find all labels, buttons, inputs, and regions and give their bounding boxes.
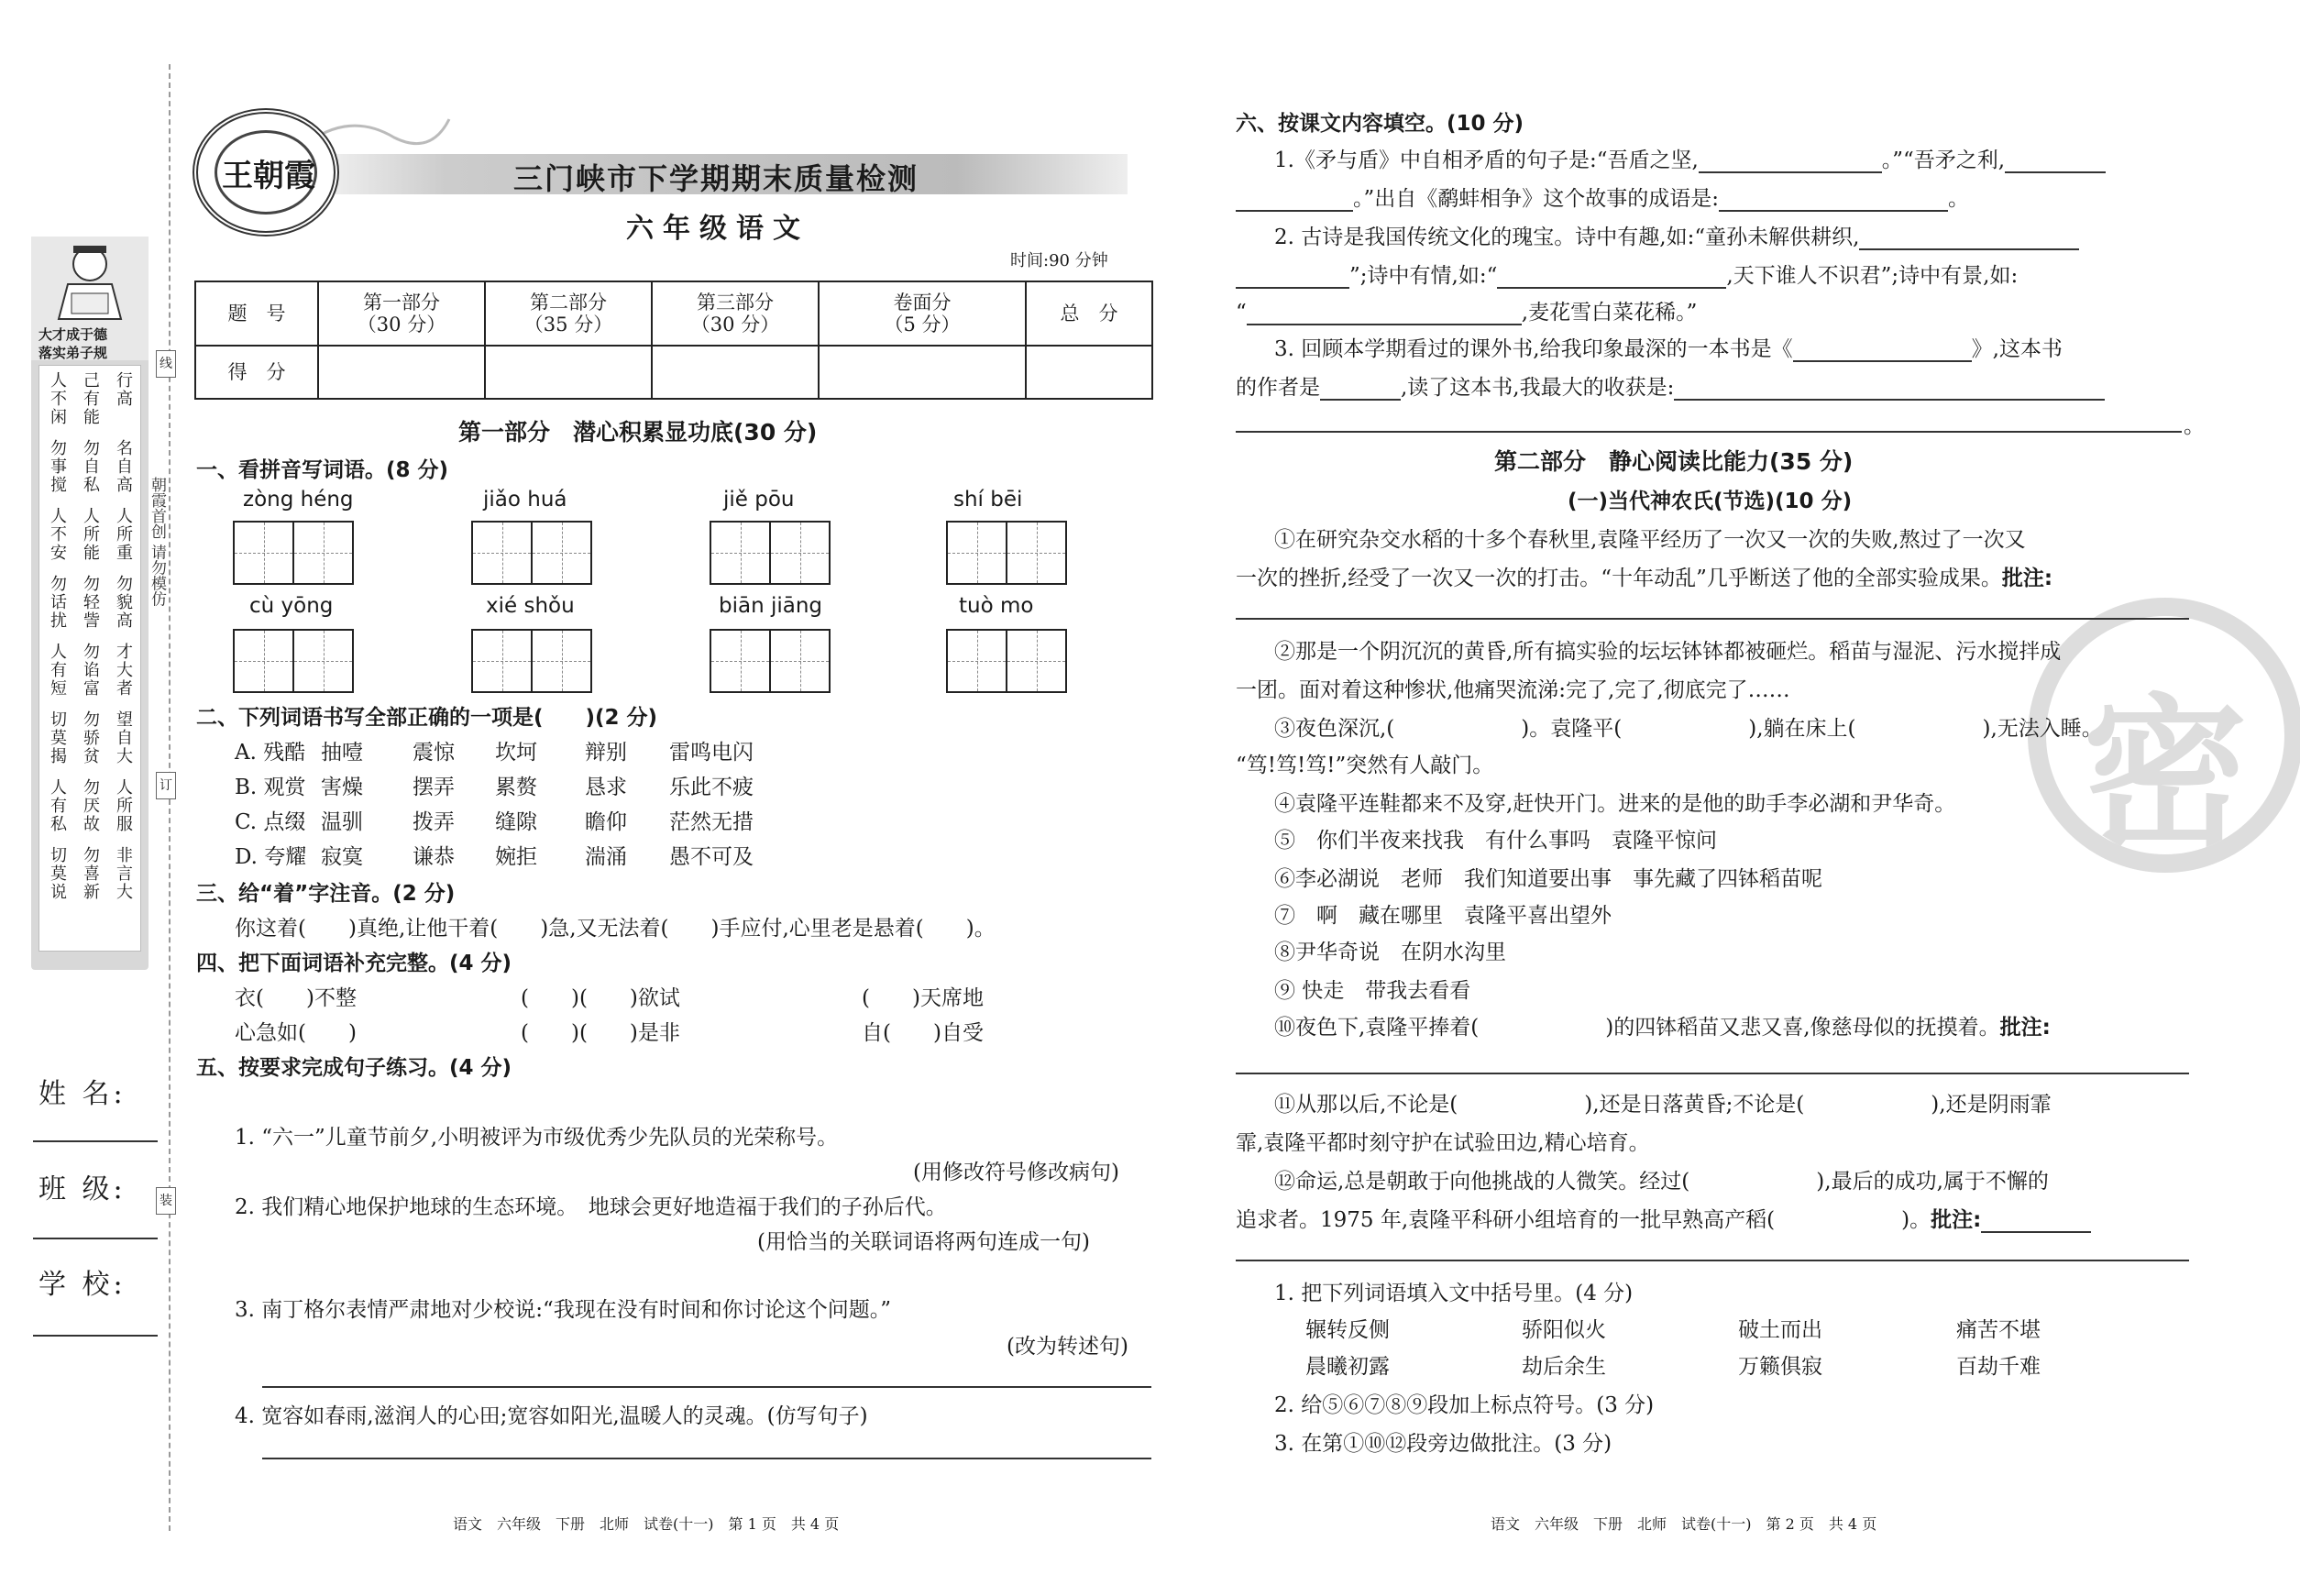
option-word: 温驯 [321,810,363,834]
q6-text: ”;诗中有情,如:“ [1349,264,1498,288]
note-line[interactable] [1236,618,2189,620]
exam-title: 三门峡市下学期期末质量检测 [513,161,919,196]
motto-rule-text: 人所重 [114,507,133,562]
fill-blank[interactable] [1497,287,1726,289]
q6-end: 。 [2184,414,2205,438]
option-word: 害燥 [321,776,363,799]
option-word: 乐此不疲 [669,776,754,799]
word-option: 辗转反侧 [1305,1318,1390,1342]
motto-rule-text: 勿谄富 [81,643,100,698]
q6-text: 2. 古诗是我国传统文化的瑰宝。诗中有趣,如:“童孙未解供耕织, [1274,226,1860,249]
option-word: 拨弄 [413,810,455,834]
motto-rule [43,643,137,698]
score-cell[interactable] [819,346,1026,399]
seal-mark: 订 [156,772,176,799]
exam-subtitle: 六年级语文 [626,213,809,245]
q5-requirement: (用修改符号修改病句) [913,1161,1119,1184]
pinyin-label: xié shǒu [486,594,575,618]
score-cell[interactable] [318,346,485,399]
q6-line [1274,220,2079,250]
motto-rule-text: 行高 [114,371,133,408]
passage-para: ⑥李必湖说 老师 我们知道要出事 事先藏了四钵稻苗呢 [1274,867,1822,891]
q6-title: 六、按课文内容填空。(10 分) [1236,112,1524,136]
q4-item: ( )( )是非 [521,1021,680,1045]
passage-para: ⑧尹华奇说 在阴水沟里 [1274,941,1506,964]
score-cell[interactable] [652,346,819,399]
word-option: 晨曦初露 [1305,1355,1390,1379]
q4-item: ( )( )欲试 [521,986,680,1010]
copyright-note: 朝霞首创 请勿模仿 [148,477,166,607]
q6-text: 3. 回顾本学期看过的课外书,给我印象最深的一本书是《 [1274,337,1793,361]
passage-para: ②那是一个阴沉沉的黄昏,所有搞实验的坛坛钵钵都被砸烂。稻苗与湿泥、污水搅拌成 [1274,640,2062,664]
score-table [194,281,1153,400]
pinyin-label: cù yōng [249,594,334,618]
passage-para: ①在研究杂交水稻的十多个春秋里,袁隆平经历了一次又一次的失败,熬过了一次又 [1274,528,2026,552]
fill-blank[interactable] [2005,171,2106,173]
fill-blank[interactable] [1859,248,2079,250]
footer-right: 语文 六年级 下册 北师 试卷(十一) 第 2 页 共 4 页 [1491,1515,1877,1533]
option-label[interactable]: B. 观赏 [235,776,306,799]
answer-line[interactable] [262,1458,1151,1459]
note-label: 批注: [1999,1016,2051,1040]
fill-blank[interactable] [1247,324,1522,325]
word-option: 劫后余生 [1522,1355,1606,1379]
q5-sentence: 1. “六一”儿童节前夕,小明被评为市级优秀少先队员的光荣称号。 [235,1126,839,1150]
q6-text: 。”“吾矛之利, [1881,149,2006,172]
word-option: 痛苦不堪 [1956,1318,2041,1342]
q1-title: 一、看拼音写词语。(8 分) [196,458,449,482]
passage-para: 霏,袁隆平都时刻守护在试验田边,精心培育。 [1236,1131,1650,1155]
q6-text: 1.《矛与盾》中自相矛盾的句子是:“吾盾之坚, [1274,149,1699,172]
option-word: 震惊 [413,741,455,765]
answer-line[interactable] [262,1386,1151,1388]
passage-text: 一次的挫折,经受了一次又一次的打击。“十年动乱”几乎断送了他的全部实验成果。 [1236,567,2002,590]
word-option: 骄阳似火 [1522,1318,1606,1342]
q6-line [1236,295,1697,325]
option-word: 辩别 [585,741,627,765]
word-option: 万籁俱寂 [1738,1355,1822,1379]
q3-text: 你这着( )真绝,让他干着( )急,又无法着( )手应付,心里老是悬着( )。 [235,917,996,941]
motto-rule-text: 非言大 [114,846,133,901]
option-word: 抽噎 [321,741,363,765]
seal-mark: 装 [156,1187,176,1215]
passage-title: (一)当代神农氏(节选)(10 分) [1568,490,1853,513]
option-word: 谦恭 [413,845,455,869]
motto-rule-text: 勿骄贫 [81,710,100,765]
option-word: 愚不可及 [669,845,754,869]
option-label[interactable]: D. 夸耀 [235,845,307,869]
motto-rule-text: 人有短 [48,643,67,698]
sub-question: 1. 把下列词语填入文中括号里。(4 分) [1274,1282,1634,1305]
score-header-cell: 卷面分 （5 分） [819,281,1026,346]
fill-blank[interactable] [1699,171,1882,173]
score-header-cell: 第三部分 （30 分） [652,281,819,346]
passage-para: “笃!笃!笃!”突然有人敲门。 [1236,754,1494,777]
fill-blank[interactable] [1236,210,1353,212]
passage-text: 追求者。1975 年,袁隆平科研小组培育的一批早熟高产稻( )。 [1236,1208,1931,1232]
writing-grid[interactable] [233,521,354,585]
fill-blank[interactable] [1981,1231,2091,1233]
motto-rule-text: 切莫揭 [48,710,67,765]
option-word: 湍涌 [585,845,627,869]
q5-requirement: (用恰当的关联词语将两句连成一句) [757,1230,1090,1254]
class-field[interactable] [33,1238,158,1239]
school-label: 学 校: [39,1269,127,1301]
score-row-label: 得 分 [195,346,318,399]
q4-item: ( )天席地 [862,986,984,1010]
class-label: 班 级: [39,1173,127,1205]
pinyin-label: jiǎo huá [483,488,567,512]
passage-para [1236,1203,2091,1233]
writing-grid[interactable] [946,629,1067,693]
q6-text: ,读了这本书,我最大的收获是: [1401,376,1675,400]
score-header-cell: 题 号 [195,281,318,346]
school-field[interactable] [33,1335,158,1337]
motto-rule-text: 勿话扰 [48,575,67,630]
q6-text: 》,这本书 [1971,337,2063,361]
brand-logo [193,108,339,237]
motto-rule-text: 人不安 [48,507,67,562]
motto-rule-text: 人所服 [114,778,133,833]
word-option: 百劫千难 [1956,1355,2041,1379]
q4-item: 自( )自受 [862,1021,984,1045]
option-word: 坎坷 [495,741,537,765]
motto-rule-text: 勿貌高 [114,575,133,630]
passage-para: ③夜色深沉,( )。袁隆平( ),躺在床上( ),无法入睡。 [1274,717,2103,741]
fill-blank[interactable] [1320,399,1401,401]
score-cell[interactable] [485,346,652,399]
q5-sentence: 4. 宽容如春雨,滋润人的心田;宽容如阳光,温暖人的灵魂。(仿写句子) [235,1404,868,1428]
option-word: 寂寞 [321,845,363,869]
score-header-cell: 第二部分 （35 分） [485,281,652,346]
watermark-glyph: 密 [2083,678,2249,872]
motto-rule-text: 勿厌故 [81,778,100,833]
score-header-cell: 总 分 [1026,281,1152,346]
fill-blank[interactable] [1236,287,1349,289]
score-header-cell: 第一部分 （30 分） [318,281,485,346]
writing-grid[interactable] [710,521,831,585]
q5-title: 五、按要求完成句子练习。(4 分) [196,1056,512,1080]
rules-column [39,365,141,952]
word-option: 破土而出 [1738,1318,1822,1342]
motto-rule-text: 切莫说 [48,846,67,901]
motto-line-2: 落实弟子规 [39,345,108,361]
q6-text: ,麦花雪白菜花稀。” [1521,301,1698,325]
fill-blank[interactable] [1793,360,1972,362]
q6-text: 。”出自《鹬蚌相争》这个故事的成语是: [1353,187,1720,211]
pinyin-label: shí bēi [953,488,1023,512]
q4-title: 四、把下面词语补充完整。(4 分) [196,952,512,975]
logo-text: 王朝霞 [222,158,315,194]
pinyin-label: biān jiāng [719,594,823,618]
q6-line [1236,259,2018,289]
q6-text: 。 [1948,187,1970,211]
motto-rule-text: 才大者 [114,643,133,698]
writing-grid[interactable] [946,521,1067,585]
option-word: 雷鸣电闪 [669,741,754,765]
motto-rule [43,575,137,630]
motto-rule-text: 己有能 [81,371,100,426]
name-field[interactable] [33,1140,158,1142]
motto-rule-text: 勿事搅 [48,439,67,494]
motto-rule-text: 名自高 [114,439,133,494]
q6-line [1236,370,2105,401]
motto-header [31,237,149,360]
option-word: 婉拒 [495,845,537,869]
option-word: 瞻仰 [585,810,627,834]
writing-grid[interactable] [233,629,354,693]
writing-grid[interactable] [471,629,592,693]
q2-title: 二、下列词语书写全部正确的一项是( )(2 分) [196,706,658,730]
passage-para [1274,1010,2051,1040]
q6-line [1274,143,2106,173]
score-cell[interactable] [1026,346,1152,399]
motto-rule [43,507,137,562]
fill-blank[interactable] [1719,210,1948,212]
motto-rule-text: 人不闲 [48,371,67,426]
part2-title: 第二部分 静心阅读比能力(35 分) [1494,448,1854,475]
pinyin-label: zòng héng [243,488,354,512]
q4-item: 心急如( ) [235,1021,357,1045]
motto-rule-text: 勿自私 [81,439,100,494]
note-label: 批注: [2001,567,2053,590]
note-label: 批注: [1931,1208,1982,1232]
motto-rule [43,846,137,901]
passage-para: ⑤ 你们半夜来找我 有什么事吗 袁隆平惊问 [1274,829,1717,853]
motto-rule-text: 人所能 [81,507,100,562]
q6-text: 的作者是 [1236,376,1320,400]
option-label[interactable]: A. 残酷 [235,741,306,765]
part1-title: 第一部分 潜心积累显功底(30 分) [458,419,818,446]
pinyin-label: tuò mo [959,594,1034,618]
passage-text: ⑩夜色下,袁隆平捧着( )的四钵稻苗又悲又喜,像慈母似的抚摸着。 [1274,1016,2000,1040]
q6-text: ,天下谁人不识君”;诗中有景,如: [1726,264,2019,288]
passage-para: ⑨ 快走 带我去看看 [1274,979,1471,1003]
passage-para: ④袁隆平连鞋都来不及穿,赶快开门。进来的是他的助手李必湖和尹华奇。 [1274,792,1956,816]
q6-line [1236,182,1969,212]
scholar-illustration-icon [31,237,149,324]
time-limit: 时间:90 分钟 [1010,251,1108,270]
passage-para: ⑦ 啊 藏在哪里 袁隆平喜出望外 [1274,904,1612,928]
option-word: 缝隙 [495,810,537,834]
passage-para: ⑪从那以后,不论是( ),还是日落黄昏;不论是( ),还是阴雨霏 [1274,1093,2052,1117]
motto-line-1: 大才成于德 [39,326,108,343]
note-line[interactable] [1236,1260,2189,1261]
passage-para: ⑫命运,总是朝敢于向他挑战的人微笑。经过( ),最后的成功,属于不懈的 [1274,1170,2049,1194]
option-word: 累赘 [495,776,537,799]
q6-text: “ [1236,301,1247,325]
motto-rule [43,439,137,494]
name-label: 姓 名: [39,1078,127,1110]
option-word: 摆弄 [413,776,455,799]
answer-line[interactable] [1236,431,2182,433]
motto-rule-text: 勿喜新 [81,846,100,901]
pinyin-label: jiě pōu [723,488,795,512]
motto-rule-text: 勿轻訾 [81,575,100,630]
q6-line [1274,332,2063,362]
seal-mark: 线 [156,350,176,378]
fill-blank[interactable] [1674,399,2105,401]
writing-grid[interactable] [471,521,592,585]
motto-rule-text: 人有私 [48,778,67,833]
motto-sidebar [31,237,149,970]
q5-requirement: (改为转述句) [1007,1335,1128,1359]
sub-question: 2. 给⑤⑥⑦⑧⑨段加上标点符号。(3 分) [1274,1393,1655,1417]
q5-sentence: 2. 我们精心地保护地球的生态环境。 地球会更好地造福于我们的子孙后代。 [235,1195,947,1219]
footer-left: 语文 六年级 下册 北师 试卷(十一) 第 1 页 共 4 页 [453,1515,840,1533]
passage-para: 一团。面对着这种惨状,他痛哭流涕:完了,完了,彻底完了…… [1236,678,1790,702]
motto-rule [43,371,137,426]
q3-title: 三、给“着”字注音。(2 分) [196,882,456,906]
option-word: 茫然无措 [669,810,754,834]
option-label[interactable]: C. 点缀 [235,810,306,834]
writing-grid[interactable] [710,629,831,693]
passage-para [1236,561,2052,591]
motto-rule [43,710,137,765]
note-line[interactable] [1236,1073,2189,1074]
motto-rule [43,778,137,833]
q4-item: 衣( )不整 [235,986,357,1010]
sub-question: 3. 在第①⑩⑫段旁边做批注。(3 分) [1274,1432,1612,1456]
option-word: 恳求 [585,776,627,799]
q5-sentence: 3. 南丁格尔表情严肃地对少校说:“我现在没有时间和你讨论这个问题。” [235,1298,892,1322]
motto-rule-text: 望自大 [114,710,133,765]
